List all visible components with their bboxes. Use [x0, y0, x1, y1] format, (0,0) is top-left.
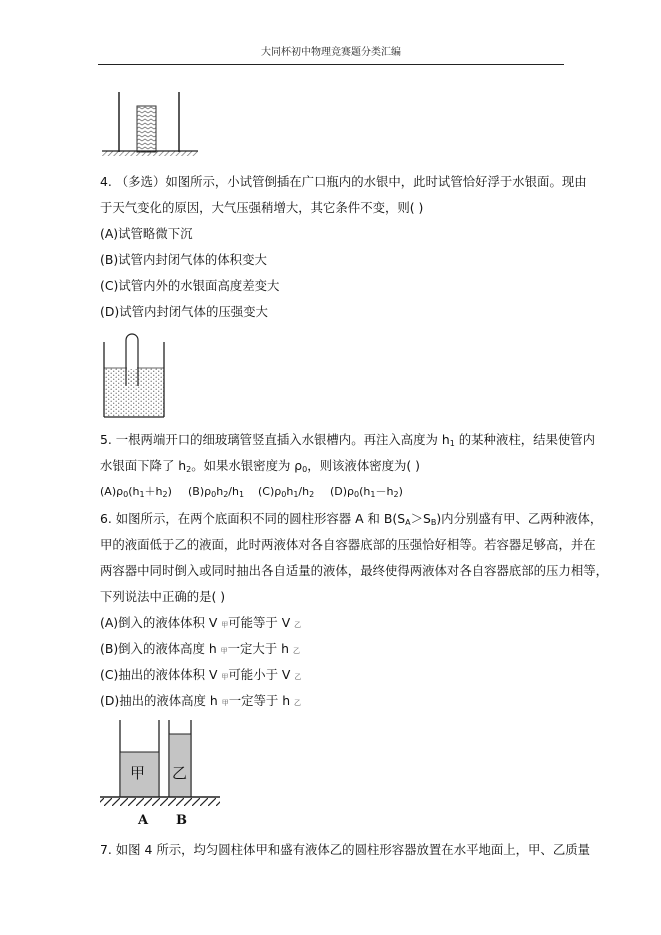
q5-option-b: $(B)\rho_0h_2/h_1$: [188, 485, 245, 499]
block: [137, 106, 156, 152]
q6-option-b: (B)倒入的液体高度 h 甲一定大于 h 乙: [100, 641, 300, 656]
q5-option-d: $(D)\rho_0(h_1-h_2)$: [330, 485, 403, 499]
figure-test-tube-in-bottle: [100, 332, 170, 422]
container-b-label: B: [176, 813, 187, 828]
q5-option-c: $(C)\rho_0h_1/h_2$: [258, 485, 315, 499]
floor-hatch: [100, 798, 220, 806]
tube-mercury: [127, 372, 137, 386]
q5-number: 5.: [100, 432, 112, 447]
q6-line-2: 甲的液面低于乙的液面，此时两液体对各自容器底部的压强恰好相等。若容器足够高，并在: [100, 537, 596, 552]
q6-line-3: 两容器中同时倒入或同时抽出各自适量的液体，最终使得两液体对各自容器底部的压力相等，: [100, 563, 609, 578]
q6-option-d: (D)抽出的液体高度 h 甲一定等于 h 乙: [100, 693, 301, 708]
liquid-yi-label: 乙: [172, 764, 188, 782]
q6-option-c: (C)抽出的液体体积 V 甲可能小于 V 乙: [100, 667, 302, 682]
q5-line-2: 水银面下降了 $h_2$。如果水银密度为 $\rho_0$，则该液体密度为( ): [100, 458, 420, 474]
q4-option-a: (A)试管略微下沉: [100, 226, 193, 241]
q6-line-1: 6. 如图所示，在两个底面积不同的圆柱形容器 A 和 $B(S_A>S_B)$内分别盛有甲、乙两种液体，: [100, 511, 603, 527]
q7-text-1: 如图 4 所示，均匀圆柱体甲和盛有液体乙的圆柱形容器放置在水平地面上，甲、乙质量: [115, 842, 590, 857]
q4-line-1: [100, 174, 587, 190]
q6-line-4: 下列说法中正确的是( ): [100, 589, 226, 604]
q6-option-a: (A)倒入的液体体积 V 甲可能等于 V 乙: [100, 615, 302, 630]
q5-option-a: $(A)\rho_0(h_1+h_2)$: [100, 485, 172, 499]
q7-line-1: [100, 842, 590, 858]
q4-option-d: (D)试管内封闭气体的压强变大: [100, 304, 268, 319]
container-a-label: A: [138, 813, 149, 828]
q7-number: 7.: [100, 842, 112, 857]
page-header: [98, 44, 564, 65]
q4-line-2: [100, 200, 570, 216]
q5-line-1: 5. 一根两端开口的细玻璃管竖直插入水银槽内。再注入高度为 $h_1$ 的某种液柱，结果使管内: [100, 432, 596, 448]
q4-text-2: 于天气变化的原因，大气压强稍增大，其它条件不变，则( ): [100, 200, 424, 215]
q4-text-1: （多选）如图所示，小试管倒插在广口瓶内的水银中，此时试管恰好浮于水银面。现由: [115, 174, 587, 189]
figure-containers-a-b: [96, 718, 226, 830]
ground-hatch: [102, 151, 198, 156]
q4-option-c: (C)试管内外的水银面高度差变大: [100, 278, 280, 293]
header-title: 大同杯初中物理竞赛题分类汇编: [261, 47, 401, 58]
q6-number: 6.: [100, 511, 112, 526]
q4-option-b: (B)试管内封闭气体的体积变大: [100, 252, 267, 267]
liquid-jia-label: 甲: [130, 764, 146, 782]
q4-number: 4.: [100, 174, 112, 189]
tube-inside-white: [127, 335, 137, 369]
figure-block-in-container: [100, 90, 200, 160]
